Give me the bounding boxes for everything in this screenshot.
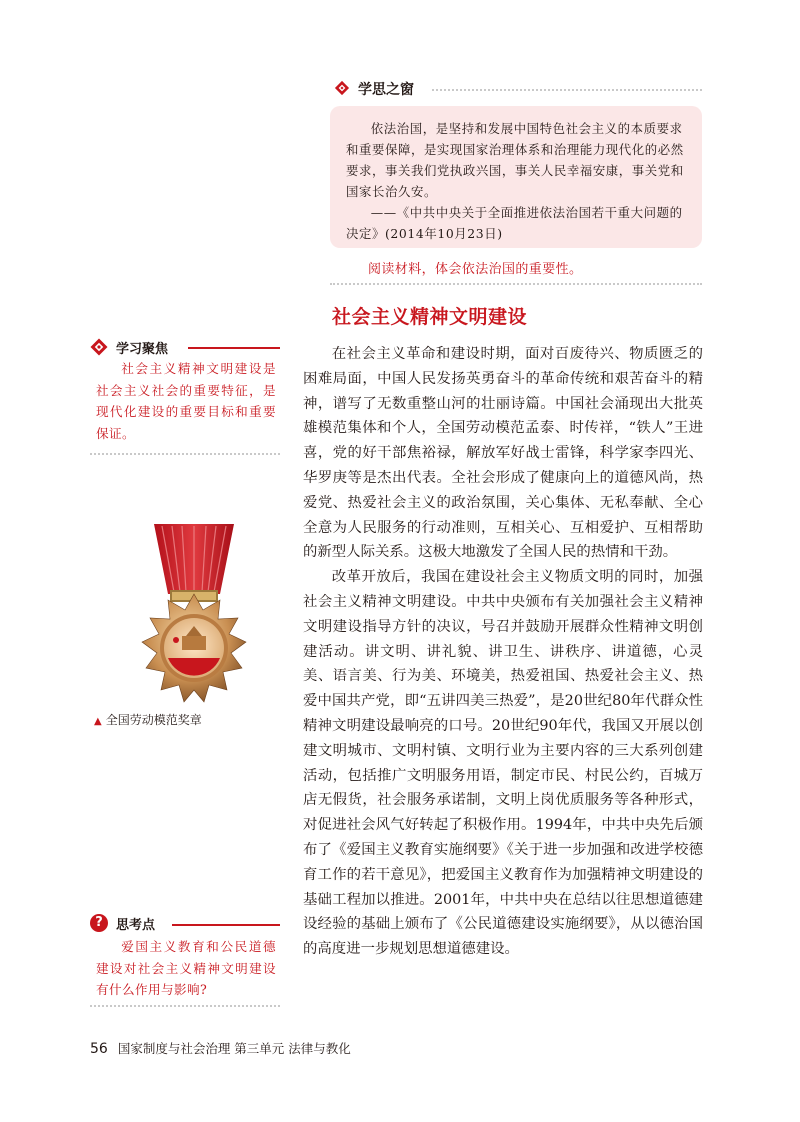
paragraph-2: 改革开放后，我国在建设社会主义物质文明的同时，加强社会主义精神文明建设。中共中央颁布有关加强社会主义精神文明建设指导方针的决议，号召并鼓励开展群众性精神文明创建活动。讲文明、讲礼貌、讲卫生、讲秩序、讲道德，心灵美、语言美、行为美、环境美，热爱祖国、热爱社会主义、热爱中国共产党，即“五讲四美三热爱”，是20世纪80年代群众性精神文明建设最响亮的口号。20世纪90年代，我国又开展以创建文明城市、文明村镇、文明行业为主要内容的三大系列创建活动，包括推广文明服务用语，制定市民、村民公约，百城万店无假货，社会服务承诺制，文明上岗优质服务等各种形式，对促进社会风气好转起了积极作用。1994年，中共中央先后颁布了《爱国主义教育实施纲要》《关于进一步加强和改进学校德育工作的若干意见》，把爱国主义教育作为加强精神文明建设的基础工程加以推进。2001年，中共中央在总结以往思想道德建设经验的基础上颁布了《公民道德建设实施纲要》，从以德治国的高度进一步规划思想道德建设。 [303, 569, 703, 958]
section-title: 社会主义精神文明建设 [332, 306, 528, 328]
focus-header-line [188, 347, 280, 349]
focus-diamond-icon [90, 338, 108, 356]
main-text [303, 342, 703, 962]
medal-caption-text: 全国劳动模范奖章 [105, 713, 202, 727]
focus-title: 学习聚焦 [116, 342, 169, 357]
think-text: 爱国主义教育和公民道德建设对社会主义精神文明建设有什么作用与影响? [96, 939, 276, 998]
quote-box [330, 106, 702, 248]
reading-task: 阅读材料，体会依法治国的重要性。 [368, 262, 583, 277]
medal-image [120, 520, 268, 710]
think-title: 思考点 [116, 918, 156, 933]
focus-text: 社会主义精神文明建设是社会主义社会的重要特征，是现代化建设的重要目标和重要保证。 [96, 361, 276, 441]
window-header-divider [432, 89, 702, 91]
quote-body: 依法治国，是坚持和发展中国特色社会主义的本质要求和重要保障，是实现国家治理体系和治理能力现代化的必然要求，事关我们党执政兴国，事关人民幸福安康，事关党和国家长治久安。 [346, 121, 684, 199]
think-header [90, 913, 280, 935]
page-footer [90, 1039, 351, 1057]
footer-text: 国家制度与社会治理 第三单元 法律与教化 [117, 1041, 351, 1056]
focus-divider [90, 453, 280, 455]
focus-header [90, 336, 280, 358]
window-header [330, 76, 702, 102]
window-title: 学思之窗 [358, 82, 414, 98]
diamond-icon [334, 80, 350, 96]
think-divider [90, 1005, 280, 1007]
paragraph-1: 在社会主义革命和建设时期，面对百废待兴、物质匮乏的困难局面，中国人民发扬英勇奋斗的革命传统和艰苦奋斗的精神，谱写了无数重整山河的壮丽诗篇。中国社会涌现出大批英雄模范集体和个人，全国劳动模范孟泰、时传祥，“铁人”王进喜，党的好干部焦裕禄，解放军好战士雷锋，科学家李四光、华罗庚等是杰出代表。全社会形成了健康向上的道德风尚，热爱党、热爱社会主义的政治氛围，关心集体、无私奉献、全心全意为人民服务的行动准则，互相关心、互相爱护、互相帮助的新型人际关系。这极大地激发了全国人民的热情和干劲。 [303, 346, 703, 561]
think-header-line [172, 924, 280, 926]
medal-caption [94, 711, 202, 728]
triangle-marker: ▲ [94, 716, 102, 727]
page-number: 56 [90, 1041, 108, 1057]
window-bottom-divider [330, 283, 702, 285]
quote-source: ——《中共中央关于全面推进依法治国若干重大问题的决定》(2014年10月23日) [346, 205, 683, 241]
question-icon: ? [90, 914, 108, 932]
